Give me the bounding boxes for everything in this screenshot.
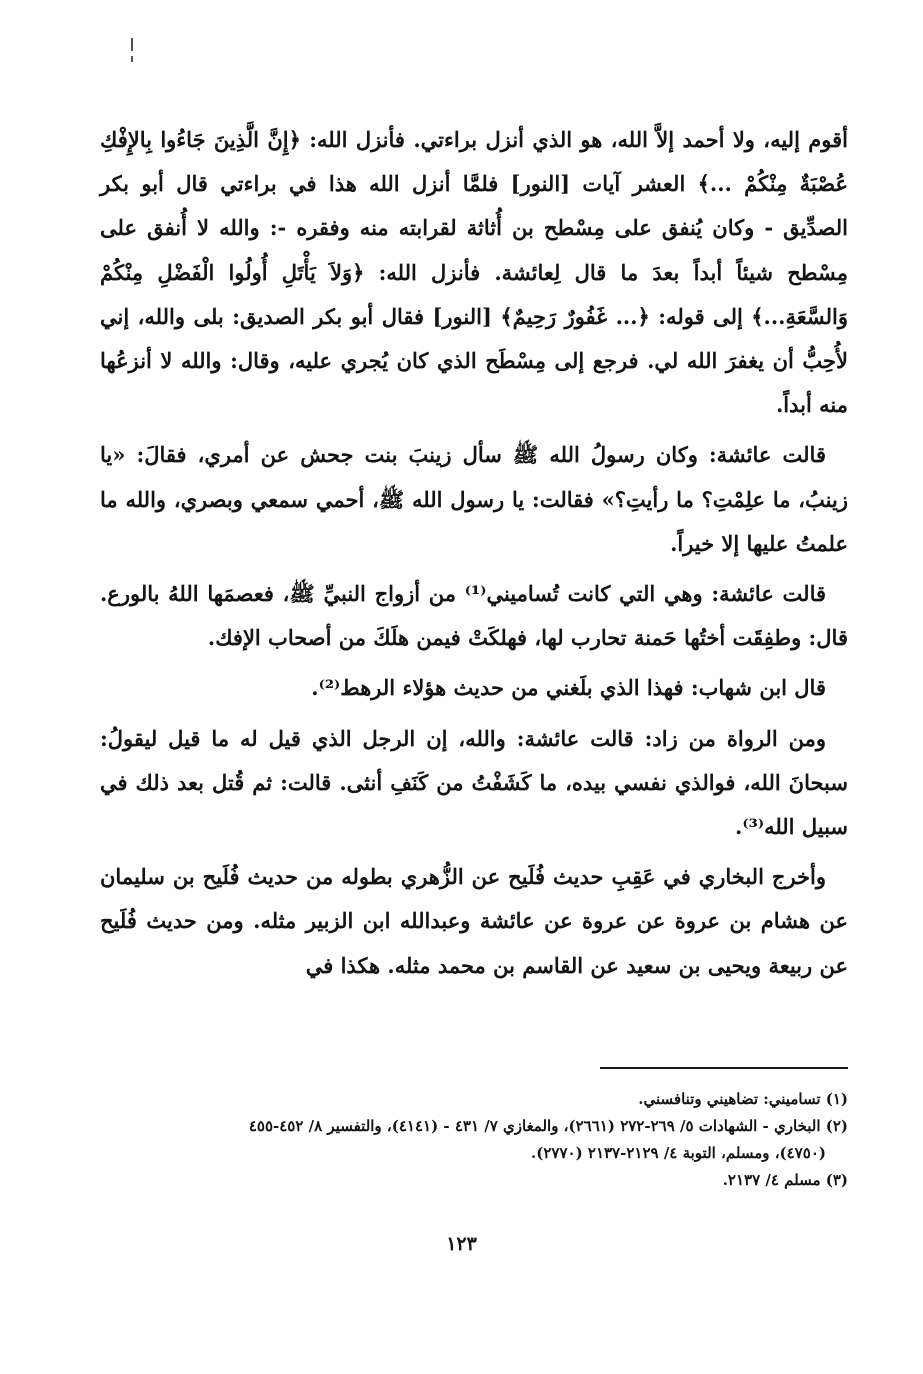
footnote-1: (١) تساميني: تضاهيني وتنافسني. [638, 1090, 848, 1108]
paragraph-ibn-shihab: قال ابن شهاب: فهذا الذي بلَغني من حديث هؤلاء الرهط⁽²⁾. [311, 675, 826, 701]
page-number: ١٢٣ [446, 1233, 477, 1255]
scan-margin-mark [131, 56, 133, 62]
paragraph-bukhari: وأخرج البخاري في عَقِبِ حديث فُلَيح عن الزُّهري بطوله من حديث فُلَيح بن سليمان عن هشام بن عروة عن عروة عن عائشة وعبدالله ابن الزبير مثله. ومن حديث فُلَيح عن ربيعة ويحيى بن سعيد عن القاسم بن محمد مثله. هكذا في [100, 864, 848, 978]
footnotes [100, 1086, 848, 1194]
scan-margin-mark [131, 38, 133, 51]
paragraph-narrators: ومن الرواة من زاد: قالت عائشة: والله، إن الرجل الذي قيل له ما قيل ليقولُ: سبحانَ الله، فوالذي نفسي بيده، ما كَشَفْتُ من كَنَفِ أنثى. قالت: ثم قُتل بعد ذلك في سبيل الله⁽³⁾. [100, 725, 848, 840]
paragraph-hamna: قالت عائشة: وهي التي كانت تُساميني⁽¹⁾ من أزواج النبيِّ ﷺ، فعصمَها اللهُ بالورع. قال: وطفِقَت أختُها حَمنة تحارب لها، فهلكَتْ فيمن هلَكَ من أصحاب الإفك. [100, 581, 848, 651]
footnote-separator [600, 1067, 848, 1069]
footnote-2: (٢) البخاري - الشهادات ٥/ ٢٦٩-٢٧٢ (٢٦٦١)، والمغازي ٧/ ٤٣١ - (٤١٤١)، والتفسير ٨/ ٤٥٢-٤٥٥ [248, 1117, 848, 1135]
footnote-2-continued: (٤٧٥٠)، ومسلم، التوبة ٤/ ٢١٢٩-٢١٣٧ (٢٧٧٠). [531, 1144, 826, 1162]
paragraph-verses: أقوم إليه، ولا أحمد إلاَّ الله، هو الذي أنزل براءتي. فأنزل الله: ﴿إِنَّ الَّذِينَ جَاءُوا بِالإِفْكِ عُصْبَةٌ مِنْكُمْ ...﴾ العشر آيات [النور] فلمَّا أنزل الله هذا في براءتي قال أبو بكر الصدِّيق - وكان يُنفق على مِسْطح بن أُثاثة لقرابته منه وفقره -: والله لا أُنفق على مِسْطح شيئاً أبداً بعدَ ما قال لِعائشة. فأنزل الله: ﴿وَلاَ يَأْتَلِ أُولُوا الْفَضْلِ مِنْكُمْ وَالسَّعَةِ...﴾ إلى قوله: ﴿... غَفُورٌ رَحِيمٌ﴾ [النور] فقال أبو بكر الصديق: بلى والله، إني لأُحِبُّ أن يغفرَ الله لي. فرجع إلى مِسْطَح الذي كان يُجري عليه، وقال: والله لا أنزعُها منه أبداً. [100, 127, 848, 418]
paragraph-zaynab: قالت عائشة: وكان رسولُ الله ﷺ سأل زينبَ بنت جحش عن أمري، فقالَ: «يا زينبُ، ما علِمْتِ؟ ما رأيتِ؟» فقالت: يا رسول الله ﷺ، أحمي سمعي وبصري، والله ما علمتُ عليها إلا خيراً. [100, 442, 848, 556]
main-text [100, 118, 848, 988]
footnote-3: (٣) مسلم ٤/ ٢١٣٧. [722, 1171, 848, 1189]
